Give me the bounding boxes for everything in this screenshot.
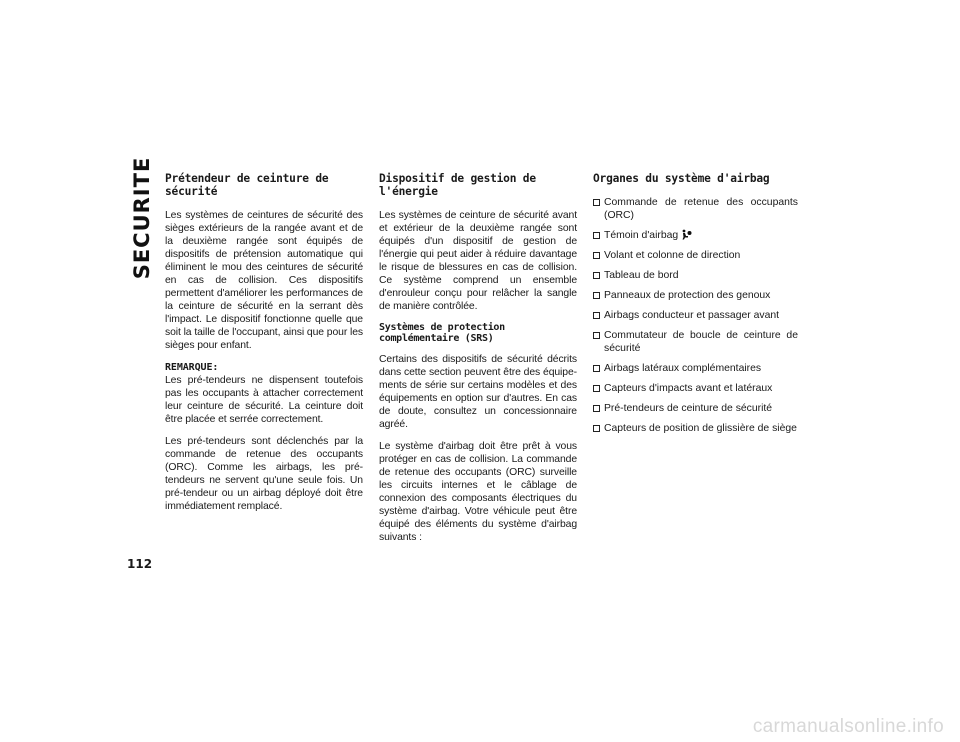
checkbox-icon <box>593 232 600 239</box>
list-item: Commande de retenue des occupants (ORC) <box>593 196 798 222</box>
section-tab-label: SECURITE <box>130 156 154 280</box>
page-number: 112 <box>127 557 153 571</box>
note <box>165 361 363 426</box>
checkbox-icon <box>593 332 600 339</box>
paragraph: Les systèmes de ceintures de sécurité des sièges extérieurs de la rangée avant et de la deuxième rangée sont équipés de dispositifs de prétension automatique qui éliminent le mou des ceintures de sécurité en cas de collision. Ces dispositifs permettent d'améliorer les performances de la ceinture de sécurité en la serrant dès l'impact. Le dispositif fonctionne quelle que soit la taille de l'occupant, ainsi que pour les sièges pour enfant. <box>165 210 363 351</box>
paragraph: Le système d'airbag doit être prêt à vous protéger en cas de collision. La commande de retenue des occupants (ORC) surveille les circuits internes et le câblage de connexion des composants électriques du système d'airbag. Votre véhicule peut être équipé des éléments du système d'airbag suivants : <box>379 441 577 543</box>
checkbox-icon <box>593 405 600 412</box>
list-item: Panneaux de protection des genoux <box>593 289 798 302</box>
column-pretensioner <box>165 172 363 522</box>
checkbox-icon <box>593 312 600 319</box>
heading-pretensioner: Prétendeur de ceinture de sécurité <box>165 172 329 198</box>
heading-energy-management: Dispositif de gestion de l'énergie <box>379 172 536 198</box>
list-item: Témoin d'airbag <box>593 229 798 242</box>
list-item: Tableau de bord <box>593 269 798 282</box>
checkbox-icon <box>593 199 600 206</box>
checkbox-icon <box>593 292 600 299</box>
list-item: Airbags latéraux complémentaires <box>593 362 798 375</box>
list-item: Volant et colonne de direction <box>593 249 798 262</box>
list-item: Capteurs de position de glissière de siège <box>593 422 798 435</box>
checkbox-icon <box>593 425 600 432</box>
column-airbag-components <box>593 172 798 442</box>
list-item: Commutateur de boucle de ceinture de sécurité <box>593 329 798 355</box>
paragraph: Les pré-tendeurs sont déclenchés par la commande de retenue des occupants (ORC). Comme les airbags, les pré-tendeurs ne servent qu'une seule fois. Un pré-tendeur ou un airbag déployé doit être immédiatement remplacé. <box>165 436 363 512</box>
section-tab <box>127 156 157 280</box>
checkbox-icon <box>593 365 600 372</box>
subheading-srs: Systèmes de protection complémentaire (SRS) <box>379 322 505 344</box>
column-energy-management <box>379 172 577 553</box>
checkbox-icon <box>593 252 600 259</box>
note-label: REMARQUE: <box>165 362 219 373</box>
airbag-warning-icon <box>680 229 692 241</box>
watermark: carmanualsonline.info <box>752 716 944 737</box>
checkbox-icon <box>593 385 600 392</box>
checkbox-icon <box>593 272 600 279</box>
list-item: Capteurs d'impacts avant et latéraux <box>593 382 798 395</box>
paragraph: Les systèmes de ceinture de sécurité avant et extérieur de la deuxième rangée sont équipés d'un dispositif de gestion de l'énergie qui peut aider à réduire davantage le risque de blessures en cas de collision. Ce système comprend un ensemble d'enrouleur conçu pour relâcher la sangle de manière contrôlée. <box>379 210 577 312</box>
paragraph: Certains des dispositifs de sécurité décrits dans cette section peuvent être des équipe-ments de série sur certains modèles et des équipements en option sur d'autres. En cas de doute, consultez un concessionnaire agréé. <box>379 354 577 430</box>
list-item: Pré-tendeurs de ceinture de sécurité <box>593 402 798 415</box>
note-text: Les pré-tendeurs ne dispensent toutefois pas les occupants à attacher correctement leur ceinture de sécurité. La ceinture doit être placée et serrée correctement. <box>165 375 363 425</box>
airbag-components-list <box>593 196 798 435</box>
heading-airbag-components: Organes du système d'airbag <box>593 172 770 185</box>
list-item: Airbags conducteur et passager avant <box>593 309 798 322</box>
